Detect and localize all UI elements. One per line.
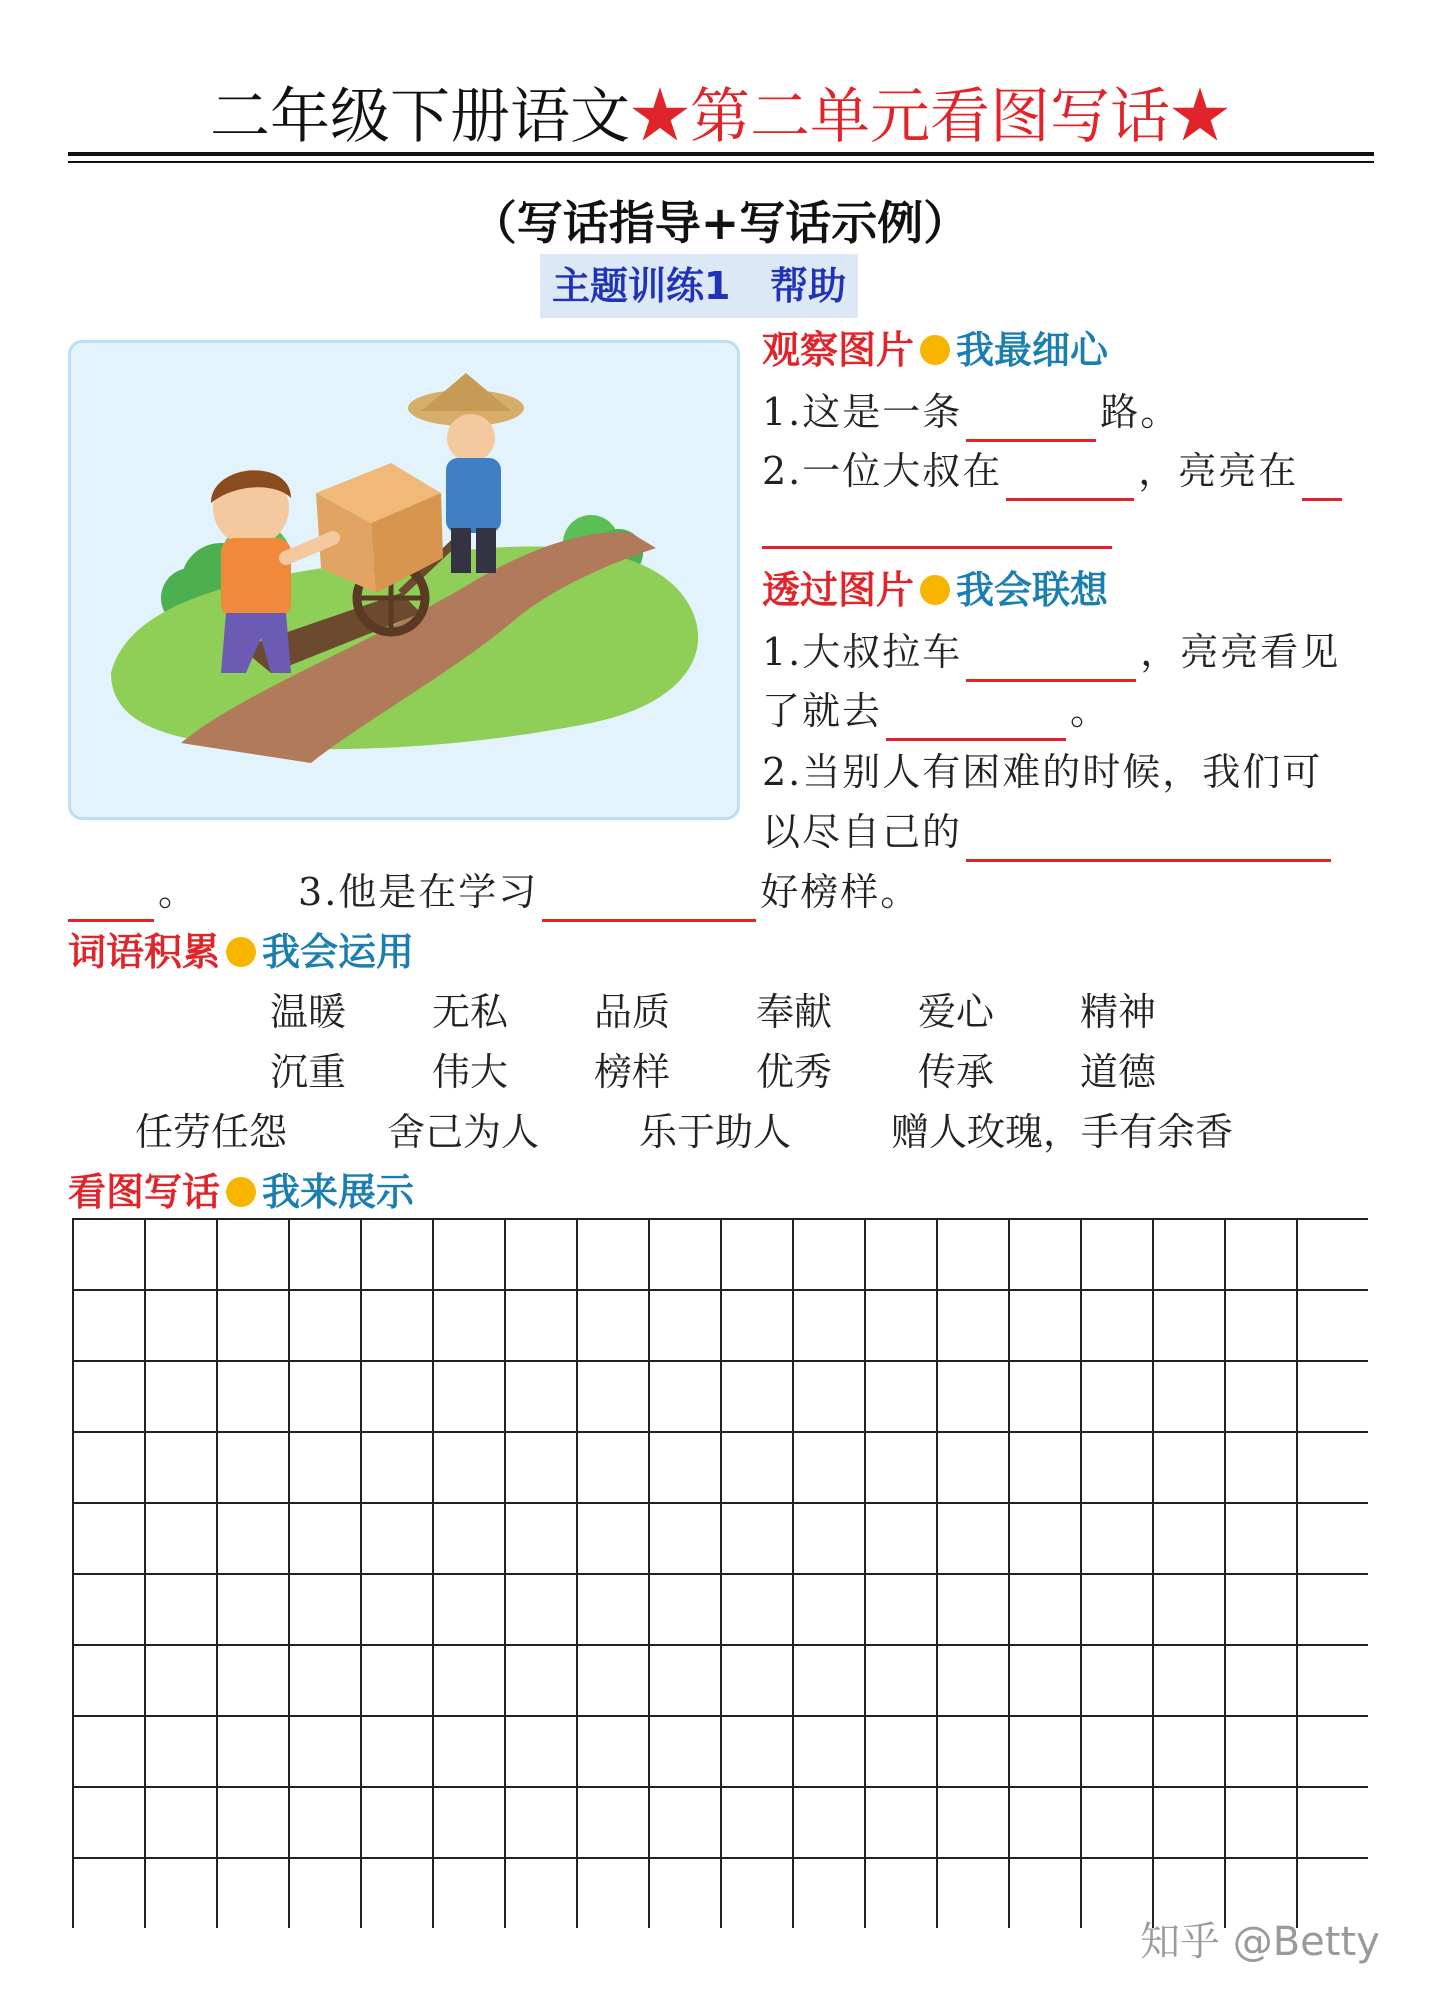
observe-q1-end: 路。 [1100,390,1181,434]
theme-label: 主题训练1 帮助 [540,254,858,318]
grid-cell[interactable] [1153,1716,1225,1787]
vocab-word: 爱心 [918,990,995,1034]
grid-cell[interactable] [433,1432,505,1503]
grid-cell[interactable] [217,1432,289,1503]
grid-cell[interactable] [865,1503,937,1574]
grid-cell[interactable] [1153,1432,1225,1503]
grid-cell[interactable] [433,1503,505,1574]
grid-cell[interactable] [145,1361,217,1432]
grid-cell[interactable] [361,1290,433,1361]
vocab-idiom: 赠人玫瑰，手有余香 [891,1110,1234,1154]
imagine-q1-cont: 了就去 [762,689,883,733]
grid-cell[interactable] [721,1574,793,1645]
imagine-q3-end: 好榜样。 [760,870,921,914]
blank-do-our-best[interactable] [966,811,1331,862]
helping-cart-illustration [71,343,737,817]
grid-cell[interactable] [505,1858,577,1928]
grid-cell[interactable] [1297,1290,1368,1361]
grid-cell[interactable] [433,1716,505,1787]
grid-cell[interactable] [1153,1787,1225,1858]
grid-cell[interactable] [505,1290,577,1361]
page-title [0,72,1440,162]
grid-cell[interactable] [361,1503,433,1574]
grid-cell[interactable] [1081,1574,1153,1645]
grid-cell[interactable] [721,1858,793,1928]
grid-cell[interactable] [577,1574,649,1645]
grid-cell[interactable] [793,1574,865,1645]
grid-cell[interactable] [1225,1645,1297,1716]
grid-cell[interactable] [505,1361,577,1432]
grid-cell[interactable] [145,1787,217,1858]
grid-cell[interactable] [865,1858,937,1928]
grid-cell[interactable] [1153,1645,1225,1716]
grid-cell[interactable] [937,1503,1009,1574]
grid-cell[interactable] [145,1432,217,1503]
observe-q2-text: 2.一位大叔在 [762,449,1003,493]
imagine-q2-line1: 2.当别人有困难的时候，我们可 [762,750,1323,794]
grid-cell[interactable] [721,1645,793,1716]
writing-heading [68,1162,414,1222]
grid-cell[interactable] [289,1219,361,1290]
grid-cell[interactable] [937,1645,1009,1716]
grid-cell[interactable] [1153,1503,1225,1574]
title-unit: 第二单元看图写话 [690,82,1170,152]
grid-cell[interactable] [217,1219,289,1290]
grid-cell[interactable] [937,1361,1009,1432]
vocab-heading-red: 词语积累 [68,930,221,974]
grid-cell[interactable] [865,1574,937,1645]
grid-cell[interactable] [721,1432,793,1503]
grid-cell[interactable] [649,1432,721,1503]
vocab-word: 传承 [918,1050,995,1094]
grid-cell[interactable] [721,1787,793,1858]
vocab-idiom: 乐于助人 [639,1110,792,1154]
grid-cell[interactable] [433,1858,505,1928]
grid-cell[interactable] [217,1290,289,1361]
grid-cell[interactable] [289,1858,361,1928]
grid-cell[interactable] [289,1503,361,1574]
grid-cell[interactable] [937,1574,1009,1645]
blank-continued[interactable] [68,871,154,922]
vocab-word: 精神 [1080,990,1157,1034]
grid-cell[interactable] [1009,1645,1081,1716]
grid-cell[interactable] [145,1219,217,1290]
grid-cell[interactable] [865,1787,937,1858]
observe-q1-text: 1.这是一条 [762,390,963,434]
grid-cell[interactable] [793,1290,865,1361]
grid-cell[interactable] [649,1503,721,1574]
imagine-q2-end: 。 [158,870,199,914]
grid-cell[interactable] [1297,1787,1368,1858]
grid-cell[interactable] [937,1219,1009,1290]
observe-heading-blue: 我最细心 [956,328,1109,372]
grid-cell[interactable] [217,1858,289,1928]
grid-cell[interactable] [793,1219,865,1290]
bullet-dot-icon [920,575,950,605]
imagine-q1-text: 1.大叔拉车 [762,630,963,674]
grid-cell[interactable] [793,1432,865,1503]
blank-learning-from[interactable] [542,871,756,922]
grid-cell[interactable] [361,1645,433,1716]
observe-heading [762,320,1108,380]
grid-cell[interactable] [73,1645,145,1716]
vocab-word: 品质 [594,990,671,1034]
vocab-row-2 [270,1042,1156,1102]
grid-cell[interactable] [289,1787,361,1858]
grid-cell[interactable] [649,1645,721,1716]
grid-cell[interactable] [1225,1503,1297,1574]
title-rule-thin [68,161,1374,163]
grid-cell[interactable] [217,1787,289,1858]
grid-cell[interactable] [361,1858,433,1928]
bullet-dot-icon [226,1177,256,1207]
vocab-word: 沉重 [270,1050,347,1094]
grid-cell[interactable] [145,1645,217,1716]
grid-cell[interactable] [1297,1432,1368,1503]
grid-cell[interactable] [361,1361,433,1432]
grid-cell[interactable] [793,1503,865,1574]
grid-cell[interactable] [721,1219,793,1290]
vocab-heading [68,922,414,982]
imagine-q1-line2 [762,681,1110,741]
grid-cell[interactable] [505,1574,577,1645]
observe-q2-mid: ，亮亮在 [1138,449,1299,493]
writing-heading-red: 看图写话 [68,1170,221,1214]
grid-cell[interactable] [577,1787,649,1858]
grid-cell[interactable] [793,1858,865,1928]
grid-cell[interactable] [649,1361,721,1432]
bullet-dot-icon [920,335,950,365]
grid-cell[interactable] [1297,1503,1368,1574]
grid-cell[interactable] [73,1503,145,1574]
grid-cell[interactable] [145,1574,217,1645]
grid-cell[interactable] [865,1716,937,1787]
grid-cell[interactable] [793,1645,865,1716]
grid-cell[interactable] [1009,1432,1081,1503]
grid-cell[interactable] [1297,1645,1368,1716]
grid-cell[interactable] [937,1787,1009,1858]
grid-cell[interactable] [73,1574,145,1645]
grid-cell[interactable] [649,1858,721,1928]
grid-cell[interactable] [937,1716,1009,1787]
illustration-panel [68,340,740,820]
grid-cell[interactable] [73,1290,145,1361]
blank-line-continued[interactable] [762,546,1112,549]
title-star-right: ★ [1170,82,1230,152]
grid-cell[interactable] [433,1361,505,1432]
page-subtitle: （写话指导+写话示例） [470,196,970,250]
grid-cell[interactable] [577,1219,649,1290]
grid-cell[interactable] [793,1787,865,1858]
grid-cell[interactable] [217,1503,289,1574]
grid-cell[interactable] [73,1787,145,1858]
grid-cell[interactable] [433,1290,505,1361]
grid-cell[interactable] [73,1361,145,1432]
imagine-q1-line1 [762,622,1340,682]
vocab-idiom: 任劳任怨 [135,1110,288,1154]
blank-pulling-cart[interactable] [966,631,1136,682]
grid-cell[interactable] [289,1361,361,1432]
grid-cell[interactable] [937,1290,1009,1361]
grid-cell[interactable] [145,1503,217,1574]
grid-cell[interactable] [217,1716,289,1787]
grid-cell[interactable] [1009,1219,1081,1290]
observe-q2 [762,441,1346,501]
grid-cell[interactable] [433,1787,505,1858]
grid-cell[interactable] [433,1645,505,1716]
imagine-q2-q3-line [68,862,920,922]
grid-cell[interactable] [361,1432,433,1503]
observe-q1 [762,382,1180,442]
grid-cell[interactable] [289,1574,361,1645]
grid-cell[interactable] [1297,1574,1368,1645]
title-star-left: ★ [630,82,690,152]
grid-cell[interactable] [361,1787,433,1858]
imagine-q3-text: 3.他是在学习 [298,870,539,914]
grid-cell[interactable] [577,1858,649,1928]
grid-cell[interactable] [649,1716,721,1787]
grid-cell[interactable] [217,1574,289,1645]
grid-cell[interactable] [1297,1219,1368,1290]
grid-cell[interactable] [1081,1290,1153,1361]
imagine-heading [762,560,1108,620]
grid-cell[interactable] [1153,1219,1225,1290]
imagine-heading-red: 透过图片 [762,568,915,612]
grid-cell[interactable] [73,1716,145,1787]
imagine-q2-line2 [762,802,1335,862]
grid-cell[interactable] [505,1645,577,1716]
grid-cell[interactable] [577,1645,649,1716]
grid-cell[interactable] [1225,1787,1297,1858]
grid-cell[interactable] [577,1432,649,1503]
grid-cell[interactable] [1225,1432,1297,1503]
grid-cell[interactable] [1225,1574,1297,1645]
writing-heading-blue: 我来展示 [262,1170,415,1214]
grid-cell[interactable] [1153,1361,1225,1432]
grid-cell[interactable] [1153,1574,1225,1645]
grid-cell[interactable] [1081,1219,1153,1290]
grid-cell[interactable] [361,1219,433,1290]
grid-cell[interactable] [505,1716,577,1787]
grid-cell[interactable] [73,1219,145,1290]
imagine-q1-end: 。 [1070,689,1111,733]
vocab-idiom: 舍己为人 [387,1110,540,1154]
vocab-word: 道德 [1080,1050,1157,1094]
blank-uncle-doing[interactable] [1006,450,1134,501]
vocab-word: 伟大 [432,1050,509,1094]
blank-road-type[interactable] [966,391,1096,442]
blank-liangliang-doing[interactable] [1302,450,1342,501]
grid-cell[interactable] [649,1787,721,1858]
grid-cell[interactable] [937,1432,1009,1503]
vocab-row-1 [270,982,1156,1042]
vocab-word: 榜样 [594,1050,671,1094]
grid-cell[interactable] [865,1290,937,1361]
grid-cell[interactable] [1009,1503,1081,1574]
vocab-word: 优秀 [756,1050,833,1094]
grid-cell[interactable] [1009,1361,1081,1432]
grid-cell[interactable] [577,1290,649,1361]
grid-cell[interactable] [361,1716,433,1787]
grid-cell[interactable] [217,1361,289,1432]
grid-cell[interactable] [937,1858,1009,1928]
grid-cell[interactable] [1297,1716,1368,1787]
grid-cell[interactable] [649,1290,721,1361]
grid-cell[interactable] [793,1716,865,1787]
grid-cell[interactable] [721,1361,793,1432]
title-grade: 二年级下册语文 [210,82,630,152]
grid-cell[interactable] [217,1645,289,1716]
grid-cell[interactable] [721,1716,793,1787]
grid-cell[interactable] [145,1290,217,1361]
imagine-q1-mid: ，亮亮看见 [1140,630,1341,674]
vocab-heading-blue: 我会运用 [262,930,415,974]
grid-cell[interactable] [1081,1432,1153,1503]
grid-cell[interactable] [361,1574,433,1645]
grid-cell[interactable] [865,1361,937,1432]
grid-cell[interactable] [1009,1290,1081,1361]
grid-cell[interactable] [433,1219,505,1290]
grid-cell[interactable] [1081,1645,1153,1716]
grid-cell[interactable] [1009,1858,1081,1928]
observe-heading-red: 观察图片 [762,328,915,372]
bullet-dot-icon [226,937,256,967]
grid-cell[interactable] [721,1503,793,1574]
grid-cell[interactable] [505,1503,577,1574]
grid-cell[interactable] [1225,1361,1297,1432]
grid-cell[interactable] [289,1716,361,1787]
grid-cell[interactable] [865,1219,937,1290]
grid-cell[interactable] [865,1645,937,1716]
imagine-q2-cont: 以尽自己的 [762,810,963,854]
grid-cell[interactable] [649,1219,721,1290]
grid-cell[interactable] [1225,1716,1297,1787]
blank-went-to[interactable] [886,690,1066,741]
grid-cell[interactable] [145,1716,217,1787]
grid-cell[interactable] [1009,1716,1081,1787]
grid-cell[interactable] [73,1858,145,1928]
grid-cell[interactable] [1081,1503,1153,1574]
grid-cell[interactable] [505,1219,577,1290]
writing-grid[interactable] [72,1218,1368,1928]
grid-cell[interactable] [865,1432,937,1503]
vocab-word: 温暖 [270,990,347,1034]
grid-cell[interactable] [73,1432,145,1503]
grid-cell[interactable] [577,1716,649,1787]
grid-cell[interactable] [505,1787,577,1858]
grid-cell[interactable] [577,1361,649,1432]
grid-cell[interactable] [289,1645,361,1716]
title-rule-thick [68,152,1374,156]
grid-cell[interactable] [577,1503,649,1574]
grid-cell[interactable] [1081,1716,1153,1787]
grid-cell[interactable] [1081,1361,1153,1432]
grid-cell[interactable] [649,1574,721,1645]
grid-cell[interactable] [289,1290,361,1361]
vocab-word: 无私 [432,990,509,1034]
grid-cell[interactable] [721,1290,793,1361]
watermark: 知乎 @Betty [1140,1919,1380,1965]
grid-cell[interactable] [289,1432,361,1503]
grid-cell[interactable] [1081,1787,1153,1858]
grid-cell[interactable] [1225,1290,1297,1361]
grid-cell[interactable] [1225,1219,1297,1290]
grid-cell[interactable] [793,1361,865,1432]
vocab-row-3 [135,1102,1233,1162]
grid-cell[interactable] [145,1858,217,1928]
grid-cell[interactable] [505,1432,577,1503]
imagine-heading-blue: 我会联想 [956,568,1109,612]
grid-cell[interactable] [1009,1574,1081,1645]
grid-cell[interactable] [1009,1787,1081,1858]
grid-cell[interactable] [433,1574,505,1645]
vocab-word: 奉献 [756,990,833,1034]
grid-cell[interactable] [1153,1290,1225,1361]
grid-cell[interactable] [1297,1361,1368,1432]
